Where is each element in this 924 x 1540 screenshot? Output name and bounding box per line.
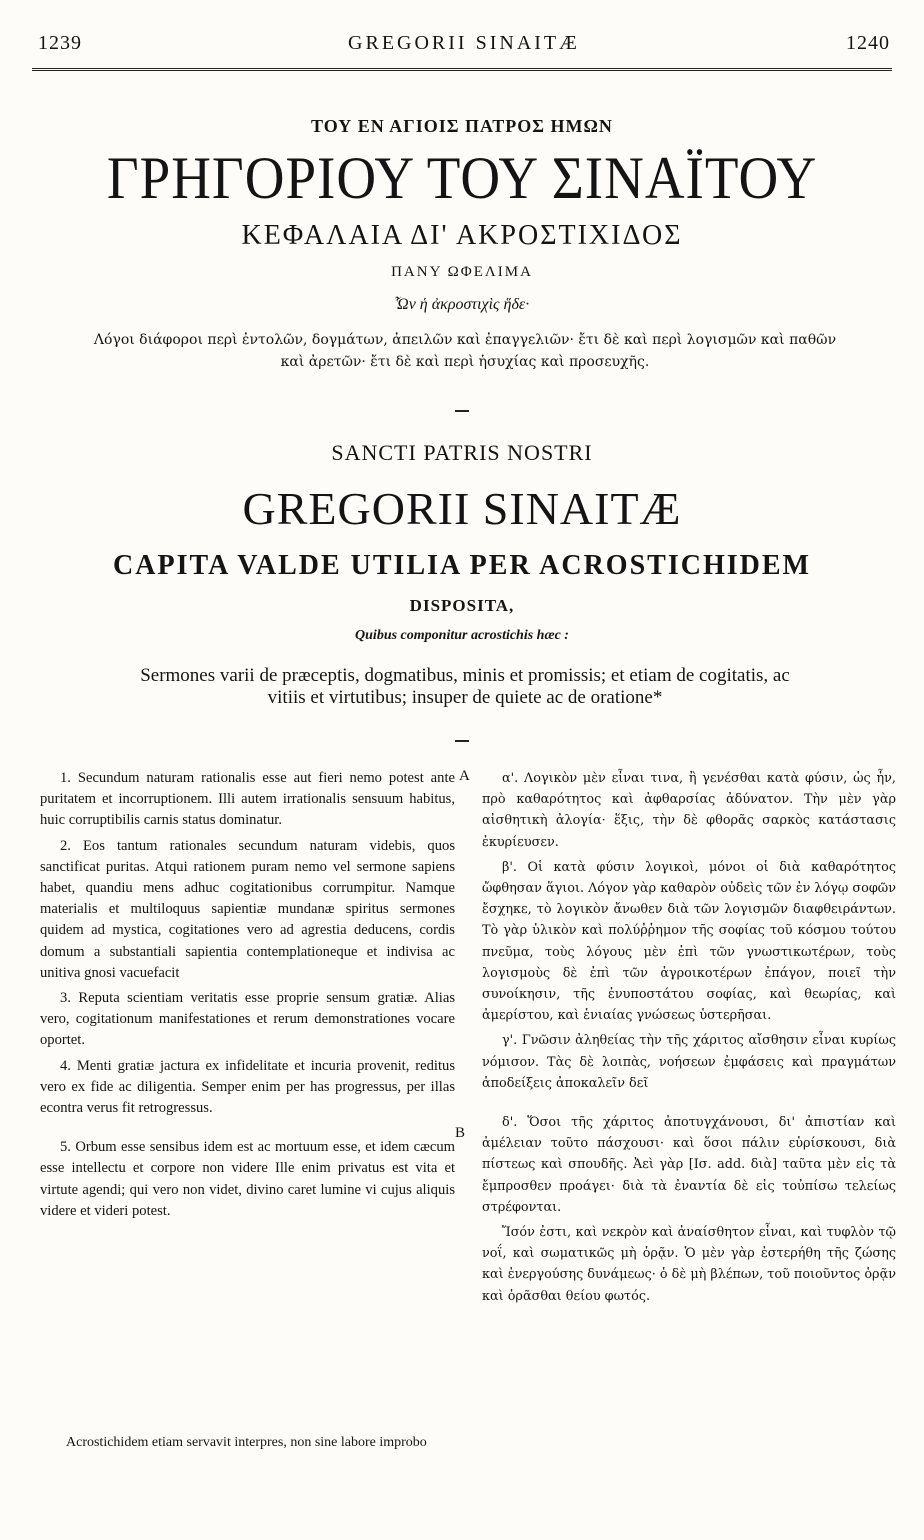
latin-subtitle-2: DISPOSITA, (409, 596, 515, 615)
greek-subtitle-2: ΠΑΝΥ ΩΦΕΛΙΜΑ (391, 264, 533, 280)
latin-paragraph: 5. Orbum esse sensibus idem est ac mortuum esse, et idem cæcum esse intellectu et corpore non videre Ille enim privatus est vita et virtute agendi; qui vero non videt, divino caret lumine vi cujus aliquis videre et videri potest. (40, 1139, 455, 1219)
greek-paragraph: γ'. Γνῶσιν ἀληθείας τὴν τῆς χάριτος αἴσθησιν εἶναι κυρίως νόμισον. Τὰς δὲ λοιπὰς, νοήσεων ἐμφάσεις καὶ πραγμάτων ἀποδείξεις ἀποκαλεῖν δεῖ (482, 1033, 896, 1091)
running-header (38, 32, 890, 60)
greek-column (482, 768, 896, 1311)
greek-acrostic-line-1: Λόγοι διάφοροι περὶ ἐντολῶν, δογμάτων, ἀπειλῶν καὶ ἐπαγγελιῶν· ἔτι δὲ καὶ περὶ λογισμῶν καὶ παθῶν (93, 332, 837, 348)
greek-top-line: ΤΟΥ ΕΝ ΑΓΙΟΙΣ ΠΑΤΡΟΣ ΗΜΩΝ (311, 116, 613, 136)
section-divider (455, 410, 469, 412)
latin-title: GREGORII SINAITÆ (242, 483, 682, 534)
greek-paragraph: β'. Οἱ κατὰ φύσιν λογικοὶ, μόνοι οἱ διὰ καθαρότητος ὤφθησαν ἅγιοι. Λόγον γὰρ καθαρὸν οὐδεὶς τῶν ἐν λόγῳ σοφῶν ἔσχηκε, τὸ λογικὸν ἄνωθεν διὰ τῶν λογισμῶν διαφθειράντων. Τὸ γὰρ ὑλικὸν καὶ πολύῤῥημον τῆς σοφίας τοῦ κόσμου τούτου πνεῦμα, τοὺς λόγους μὲν ἐπὶ τῶν γνωστικωτέρων, τοὺς λογισμοὺς δὲ ἐπὶ τῶν ἀγροικοτέρων ἐπάγον, ποιεῖ τὴν συνοίκησιν, τῆς ἐνυποστάτου σοφίας, καὶ θεωρίας, καὶ ἀμερίστου, καὶ ἑνιαίας γνώσεως ὑστερῆσαι. (482, 859, 896, 1024)
greek-paragraph: δ'. Ὅσοι τῆς χάριτος ἀποτυγχάνουσι, δι' ἀπιστίαν καὶ ἀμέλειαν τοῦτο πάσχουσι· καὶ ὅσοι πάλιν εὑρίσκουσι, διὰ πίστεως καὶ σπουδῆς. Ἀεὶ γὰρ [Ισ. add. διὰ] ταῦτα μὲν εἰς τὰ ἔμπροσθεν προάγει· διὰ τὰ ἐναντία δὲ εἰς τοὐπίσω τελείως στρέφονται. (482, 1115, 896, 1215)
latin-acrostic-line-2: vitiis et virtutibus; insuper de quiete ac de oratione* (267, 687, 663, 708)
latin-acrostic-line-1: Sermones varii de præceptis, dogmatibus, minis et promissis; et etiam de cogitatis, ac (140, 665, 790, 686)
page-number-left: 1239 (38, 32, 82, 54)
page-number-right: 1240 (846, 32, 890, 54)
greek-title: ΓΡΗΓΟΡΙΟΥ ΤΟΥ ΣΙΝΑΪΤΟΥ (106, 143, 818, 212)
latin-paragraph: 3. Reputa scientiam veritatis esse proprie sensum gratiæ. Alias vero, cogitationum manifestationes et rerum demonstrationes vocare oportet. (40, 990, 455, 1049)
latin-acrostic-intro: Quibus componitur acrostichis hæc : (355, 628, 569, 643)
margin-marker-a: A (459, 768, 470, 784)
running-title: GREGORII SINAITÆ (348, 32, 580, 54)
greek-subtitle: ΚΕΦΑΛΑΙΑ ΔΙ' ΑΚΡΟΣΤΙΧΙΔΟΣ (241, 220, 683, 251)
latin-column (40, 768, 455, 1226)
greek-paragraph: α'. Λογικὸν μὲν εἶναι τινα, ἢ γενέσθαι κατὰ φύσιν, ὡς ἦν, πρὸ καθαρότητος καὶ ἀφθαρσίας ἀδύνατον. Τὴν μὲν γὰρ αἰσθητικὴ ἀλογία· ἕξις, τὴν δὲ φθορᾶς σαρκὸς κατάστασις ἐκυρίευσεν. (482, 771, 896, 850)
section-divider (455, 740, 469, 742)
latin-paragraph: 4. Menti gratiæ jactura ex infidelitate et incuria provenit, reditus vero ex fide ac diligentia. Semper enim per has progressus, per illas econtra verus fit retrogressus. (40, 1057, 455, 1117)
greek-acrostic-intro: Ὧν ἡ ἀκροστιχὶς ἥδε· (394, 296, 530, 313)
header-rule (32, 68, 892, 71)
latin-paragraph: 2. Eos tantum rationales secundum naturam videbis, quos sanctificat puritas. Atqui rationem puram nemo vel sermone sapiens habet, quandiu mens adhuc cogitationibus corrumpitur. Namque materialis et multiloquus sapientiæ mundanæ spiritus sermones quidem ad mystica, cogitationes vero ad agrestia deducens, cordis domum a substantiali sapientia contemplationeque et indivisa ac unitiva gnosi vacuefacit (40, 837, 455, 981)
greek-paragraph: Ἴσόν ἐστι, καὶ νεκρὸν καὶ ἀναίσθητον εἶναι, καὶ τυφλὸν τῷ νοΐ, καὶ σωματικῶς μὴ ὁρᾷν. Ὁ μὲν γὰρ ἐστερήθη τῆς ζώσης καὶ ἐνεργούσης δυνάμεως· ὁ δὲ μὴ βλέπων, τοῦ ποιοῦντος ὁρᾷν καὶ ὁρᾶσθαι θείου φωτός. (482, 1225, 896, 1304)
latin-top-line: SANCTI PATRIS NOSTRI (331, 440, 593, 465)
footnote: Acrostichidem etiam servavit interpres, non sine labore improbo (66, 1435, 427, 1450)
greek-acrostic-line-2: καὶ ἀρετῶν· ἔτι δὲ καὶ περὶ ἡσυχίας καὶ προσευχῆς. (280, 354, 650, 370)
latin-paragraph: 1. Secundum naturam rationalis esse aut fieri nemo potest ante puritatem et incorruptionem. Illi autem irrationalis sensuum habitus, huic corruptibilis carnis status dominatur. (40, 770, 455, 829)
margin-marker-b: B (455, 1125, 466, 1141)
latin-subtitle: CAPITA VALDE UTILIA PER ACROSTICHIDEM (113, 550, 811, 581)
